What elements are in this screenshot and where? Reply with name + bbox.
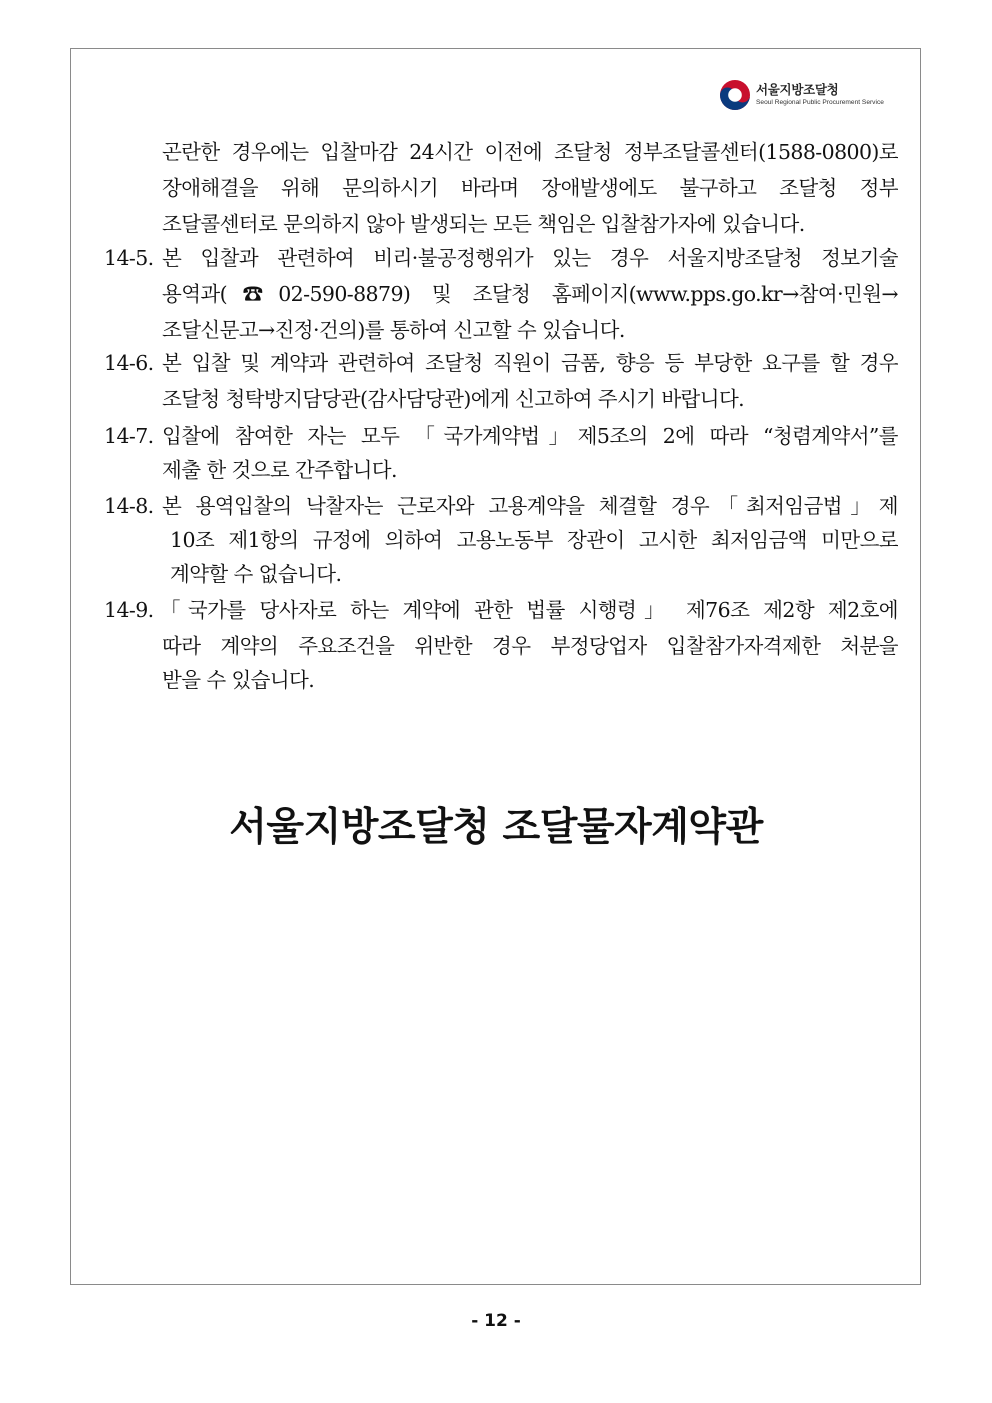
taegeuk-icon bbox=[718, 78, 752, 112]
item-line: 조달청 청탁방지담당관(감사담당관)에게 신고하여 주시기 바랍니다. bbox=[162, 387, 745, 411]
org-name-ko: 서울지방조달청 bbox=[756, 82, 839, 97]
page-number: - 12 - bbox=[471, 1311, 521, 1331]
item-line: 계약할 수 없습니다. bbox=[170, 562, 342, 586]
item-number: 14-6. bbox=[104, 351, 154, 375]
item-number: 14-7. bbox=[104, 424, 154, 448]
org-logo bbox=[718, 78, 898, 114]
item-line: 10조 제1항의 규정에 의하여 고용노동부 장관이 고시한 최저임금액 미만으로 bbox=[170, 528, 898, 552]
item-line: 본 입찰 및 계약과 관련하여 조달청 직원이 금품, 향응 등 부당한 요구를 할 경우 bbox=[162, 351, 898, 375]
item-number: 14-8. bbox=[104, 494, 154, 518]
item-line: 따라 계약의 주요조건을 위반한 경우 부정당업자 입찰참가자격제한 처분을 bbox=[162, 634, 898, 658]
item-number: 14-5. bbox=[104, 246, 154, 270]
body-line: 곤란한 경우에는 입찰마감 24시간 이전에 조달청 정부조달콜센터(1588-0800)로 bbox=[162, 140, 898, 164]
body-line: 장애해결을 위해 문의하시기 바라며 장애발생에도 불구하고 조달청 정부 bbox=[162, 176, 898, 200]
item-number: 14-9. bbox=[104, 598, 154, 622]
item-line: 용역과(☎02-590-8879) 및 조달청 홈페이지(www.pps.go.kr→참여·민원→ bbox=[162, 282, 898, 306]
issuer-signature: 서울지방조달청 조달물자계약관 bbox=[229, 804, 763, 850]
org-name-en: Seoul Regional Public Procurement Service bbox=[756, 99, 884, 106]
item-line: 본 용역입찰의 낙찰자는 근로자와 고용계약을 체결할 경우「최저임금법」제 bbox=[162, 494, 898, 518]
item-line: 입찰에 참여한 자는 모두 「국가계약법」제5조의 2에 따라 “청렴계약서”를 bbox=[162, 424, 898, 448]
body-line: 조달콜센터로 문의하지 않아 발생되는 모든 책임은 입찰참가자에 있습니다. bbox=[162, 212, 805, 236]
item-line: 조달신문고→진정·건의)를 통하여 신고할 수 있습니다. bbox=[162, 318, 625, 342]
item-line: 제출 한 것으로 간주합니다. bbox=[162, 458, 397, 482]
item-line: 받을 수 있습니다. bbox=[162, 668, 315, 692]
item-line: 「국가를 당사자로 하는 계약에 관한 법률 시행령」 제76조 제2항 제2호에 bbox=[160, 598, 898, 622]
item-line: 본 입찰과 관련하여 비리·불공정행위가 있는 경우 서울지방조달청 정보기술 bbox=[162, 246, 898, 270]
